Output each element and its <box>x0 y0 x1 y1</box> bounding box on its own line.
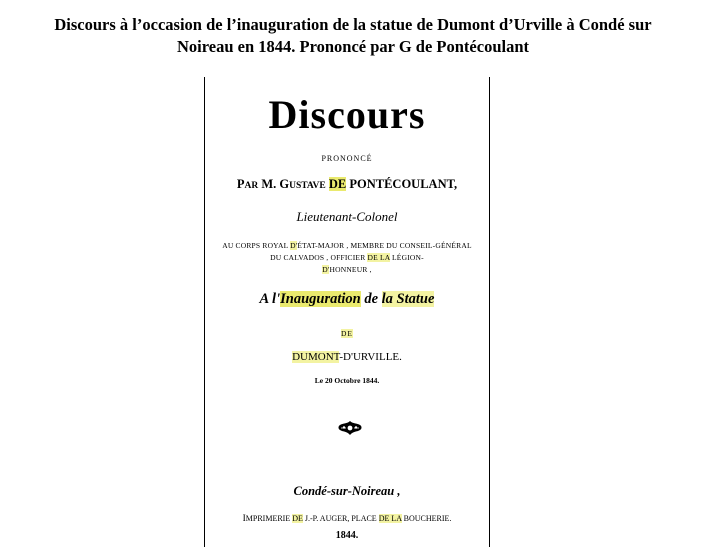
printer-g: DE LA <box>378 514 402 523</box>
corps-2a: DU CALVADOS , OFFICIER <box>270 253 368 262</box>
year-line: 1844. <box>335 530 359 541</box>
prononce-label: PRONONCÉ <box>321 154 373 163</box>
printer-e: UGER <box>325 514 348 523</box>
author-p3: M. G <box>258 177 290 191</box>
author-line <box>205 177 489 192</box>
inaug-b: Inauguration <box>280 291 361 307</box>
corps-line-3 <box>205 265 489 274</box>
printer-d: J.-P. A <box>302 514 326 523</box>
printer-b: MPRIMERIE <box>245 514 293 523</box>
inauguration-line <box>205 291 489 308</box>
corps-2b: DE LA <box>367 253 390 262</box>
inaug-c: de <box>360 291 382 307</box>
printer-j: . <box>449 514 452 523</box>
printer-h: B <box>401 514 409 523</box>
inaug-d: la Statue <box>381 291 435 307</box>
printer-c: DE <box>292 514 303 523</box>
corps-3a: D' <box>322 265 330 274</box>
fleuron-ornament-icon <box>337 420 363 436</box>
page-title: Discours <box>268 92 426 137</box>
dumont-line <box>205 351 489 363</box>
inaug-a: A l' <box>259 291 281 307</box>
document-caption <box>0 14 706 58</box>
printer-i: OUCHERIE <box>408 514 450 523</box>
dumont-a: DUMONT <box>292 351 340 363</box>
corps-2c: LÉGION- <box>389 253 424 262</box>
printer-line <box>205 514 489 524</box>
dumont-b: -D'URVILLE. <box>339 351 402 363</box>
printer-f: , PLACE <box>347 514 379 523</box>
author-p2: AR <box>244 181 259 191</box>
rank-line: Lieutenant-Colonel <box>296 209 398 224</box>
caption-line-2: Noireau en 1844. Prononcé par G de Pontécoulant <box>177 37 529 56</box>
corps-1a: AU CORPS ROYAL <box>222 241 291 250</box>
corps-line-2 <box>205 253 489 262</box>
caption-line-1: Discours à l’occasion de l’inauguration de la statue de Dumont d’Urville à Condé sur <box>54 15 652 34</box>
corps-line-1 <box>205 241 489 250</box>
printer-a: I <box>242 514 246 524</box>
corps-1b: D' <box>290 241 298 250</box>
author-surname: PONTÉCOULANT, <box>346 177 458 191</box>
corps-3b: HONNEUR , <box>329 265 372 274</box>
de-text: DE <box>341 329 353 338</box>
date-line: Le 20 Octobre 1844. <box>314 376 380 385</box>
title-page-scan <box>204 77 490 547</box>
author-particle: DE <box>328 177 347 191</box>
place-line: Condé-sur-Noireau , <box>293 484 401 498</box>
corps-1c: ÉTAT-MAJOR , MEMBRE DU CONSEIL-GÉNÉRAL <box>297 241 472 250</box>
author-p1: P <box>236 177 245 191</box>
author-p4: USTAVE <box>289 181 326 191</box>
de-label <box>205 329 489 338</box>
